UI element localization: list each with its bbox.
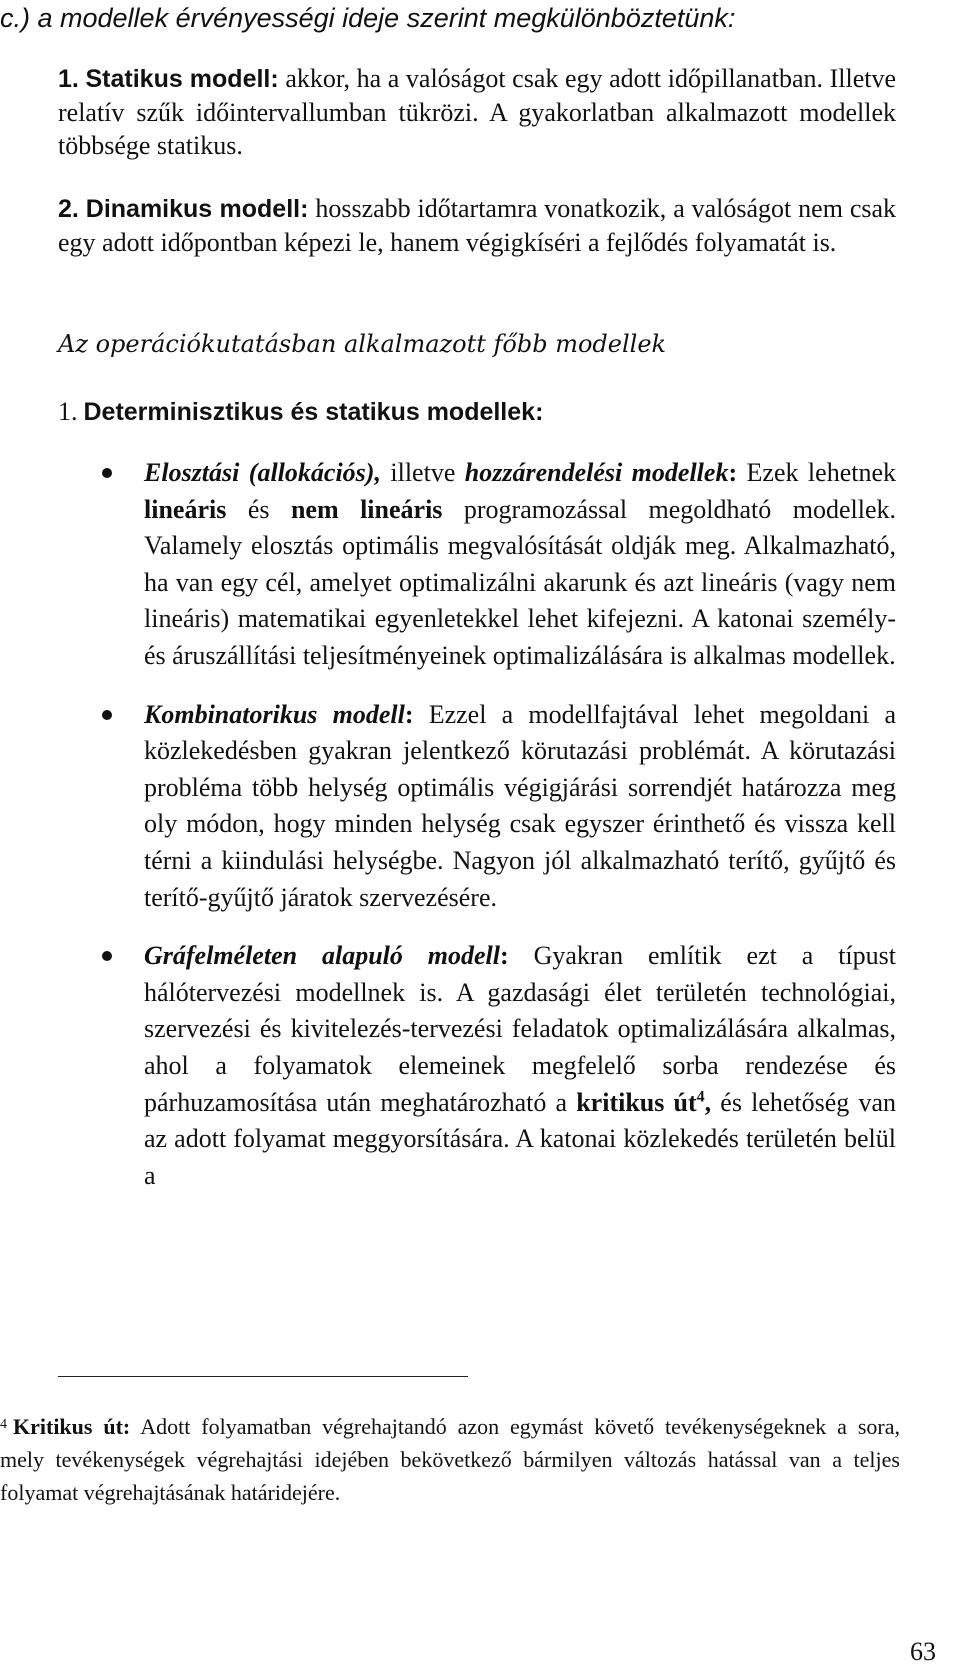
bullet-term: Kombinatorikus modell xyxy=(144,699,405,729)
bullet-combinatorial-model xyxy=(100,697,896,917)
footnote-text: Adott folyamatban végrehajtandó azon egymást követő tevékenységeknek a sora, mely tevékenységek végrehajtási idejében bekövetkező bármilyen változás hatással van a teljes folyamat végrehajtásának határidejére. xyxy=(0,1414,900,1505)
section-title xyxy=(58,394,896,430)
footnote-ref[interactable]: 4 xyxy=(696,1087,705,1105)
footnote-term: Kritikus út: xyxy=(13,1414,131,1439)
page-number: 63 xyxy=(910,1637,936,1666)
bullet-dot-icon xyxy=(102,468,112,478)
footnote xyxy=(0,1410,900,1509)
item-text: akkor, ha a valóságot csak egy adott időpillanatban. Illetve relatív szűk időintervallumban tükrözi. A gyakorlatban alkalmazott modellek többsége statikus. xyxy=(58,64,897,160)
bullet-term: Elosztási (allokációs), xyxy=(144,458,381,487)
bullet-text: illetve xyxy=(380,458,465,487)
item-number: 2. xyxy=(58,195,79,223)
footnote-divider xyxy=(58,1376,468,1377)
bullet-bold: kritikus út xyxy=(576,1087,697,1117)
bullet-dot-icon xyxy=(102,951,112,961)
footnote-number: 4 xyxy=(0,1417,7,1432)
item-term: Statikus modell: xyxy=(85,65,279,93)
bullet-list xyxy=(100,455,896,1194)
bullet-graph-model xyxy=(100,938,896,1194)
bullet-term: hozzárendelési modellek xyxy=(464,458,729,487)
bullet-allocation-models xyxy=(100,455,896,675)
bullet-bold: lineáris xyxy=(144,494,227,524)
list-item-dynamic-model xyxy=(58,192,896,259)
bullet-text: Ezek lehetnek xyxy=(737,458,896,487)
list-item-static-model xyxy=(58,62,896,162)
bullet-colon: : xyxy=(500,941,509,971)
bullet-colon: : xyxy=(404,699,414,729)
bullet-bold: nem lineáris xyxy=(290,494,443,524)
bullet-text: és lehetőség van az adott folyamat meggyorsítására. A katonai közlekedés területén belül a xyxy=(144,1087,896,1190)
section-title-text: Determinisztikus és statikus modellek: xyxy=(83,398,544,426)
bullet-text: Gyakran említik ezt a típust hálótervezési modellnek is. A gazdasági élet területén technológiai, szervezési és kivitelezés-tervezési feladatok optimalizálására alkalmas, ahol a folyamatok elemeinek megfelelő sorba rendezése és párhuzamosítása után meghatározható a xyxy=(144,941,896,1117)
bullet-text: Ezzel a modellfajtával lehet megoldani a közlekedésben gyakran jelentkező körutazási problémát. A körutazási probléma több helység optimális végigjárási sorrendjét határozza meg oly módon, hogy minden helység csak egyszer érinthető és vissza kell térni a kiindulási helységbe. Nagyon jól alkalmazható terítő, gyűjtő és terítő-gyűjtő járatok szervezésére. xyxy=(144,699,897,912)
subheading: Az operációkutatásban alkalmazott főbb modellek xyxy=(58,330,667,358)
item-number: 1. xyxy=(58,65,79,93)
item-text: hosszabb időtartamra vonatkozik, a valóságot nem csak egy adott időpontban képezi le, hanem végigkíséri a fejlődés folyamatát is. xyxy=(58,194,897,257)
bullet-term: Gráfelméleten alapuló modell xyxy=(144,941,500,971)
bullet-comma: , xyxy=(704,1087,712,1117)
item-term: Dinamikus modell: xyxy=(85,195,309,223)
bullet-dot-icon xyxy=(102,710,112,720)
bullet-text: és xyxy=(226,494,291,524)
section-number: 1. xyxy=(58,397,78,426)
bullet-colon: : xyxy=(728,458,738,487)
bullet-text: programozással megoldható modellek. Valamely elosztás optimális megvalósítását oldják meg. Alkalmazható, ha van egy cél, amelyet optimalizálni akarunk és azt lineáris (vagy nem lineáris) matematikai egyenletekkel lehet kifejezni. A katonai személy- és áruszállítási teljesítményeinek optimalizálására is alkalmas modellek. xyxy=(144,494,896,670)
section-heading-c: c.) a modellek érvényességi ideje szerint megkülönböztetünk: xyxy=(0,3,736,33)
